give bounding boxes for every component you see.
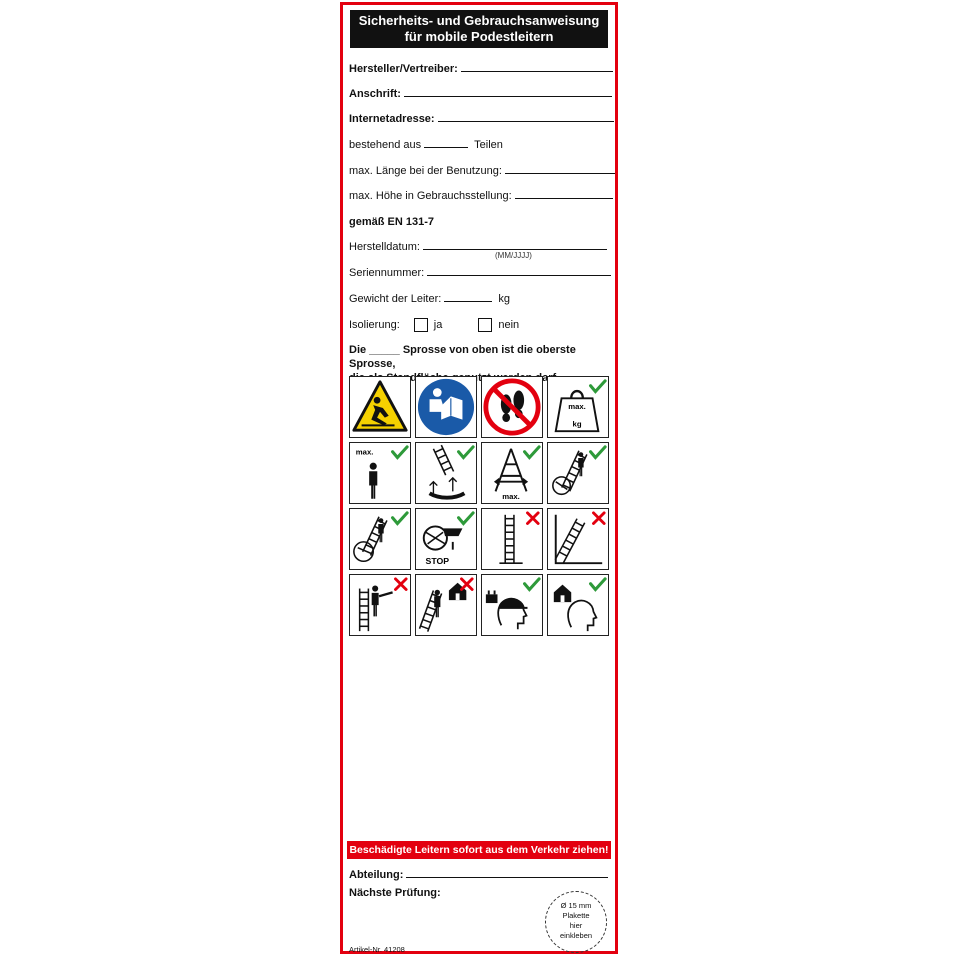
max-load-weight-icon	[547, 376, 609, 438]
laenge-line[interactable]	[505, 173, 615, 174]
seriennummer-line[interactable]	[427, 275, 611, 276]
safety-label	[340, 2, 618, 954]
wheel-lock-stop-icon	[415, 508, 477, 570]
teilen-label: Teilen	[474, 139, 503, 151]
svg-text:STOP: STOP	[425, 556, 450, 567]
herstelldatum-label: Herstelldatum:	[349, 241, 420, 253]
pruefung-label: Nächste Prüfung:	[349, 887, 441, 899]
svg-text:max.: max.	[568, 401, 586, 411]
hersteller-line[interactable]	[461, 71, 613, 72]
nein-checkbox[interactable]	[478, 318, 492, 332]
anschrift-line[interactable]	[404, 96, 612, 97]
title-line-2: für mobile Podestleitern	[404, 29, 554, 44]
svg-text:max.: max.	[502, 492, 520, 502]
no-stepping-icon	[481, 376, 543, 438]
svg-text:kg: kg	[572, 419, 582, 429]
indoor-use-icon	[547, 574, 609, 636]
bestehend-line[interactable]	[424, 147, 468, 148]
gewicht-row	[349, 293, 510, 305]
isolierung-label: Isolierung:	[349, 319, 400, 331]
hoehe-row	[349, 190, 613, 202]
seriennummer-label: Seriennummer:	[349, 267, 425, 279]
label-title	[350, 10, 608, 48]
max-person-icon	[349, 442, 411, 504]
ladder-transport-icon	[415, 442, 477, 504]
abteilung-line[interactable]	[406, 877, 608, 878]
hersteller-row	[349, 63, 613, 75]
herstelldatum-line[interactable]	[423, 249, 607, 250]
laenge-label: max. Länge bei der Benutzung:	[349, 165, 502, 177]
hoehe-label: max. Höhe in Gebrauchsstellung:	[349, 190, 512, 202]
kg-label: kg	[498, 293, 510, 305]
norm-label: gemäß EN 131-7	[349, 216, 434, 228]
internet-label: Internetadresse:	[349, 113, 435, 125]
rule-line-1: Die _____ Sprosse von oben ist die oberste Sprosse,	[349, 344, 576, 370]
article-number: Artikel-Nr. 41208	[349, 945, 405, 954]
herstelldatum-row	[349, 241, 607, 253]
title-line-1: Sicherheits- und Gebrauchsanweisung	[358, 13, 600, 28]
internet-line[interactable]	[438, 121, 614, 122]
plakette-line-4: einkleben	[559, 931, 593, 940]
abteilung-label: Abteilung:	[349, 869, 404, 881]
seriennummer-row	[349, 267, 611, 279]
ladder-check-icon	[349, 508, 411, 570]
isolierung-row	[349, 318, 519, 332]
outdoor-use-icon	[415, 574, 477, 636]
gewicht-label: Gewicht der Leiter:	[349, 293, 442, 305]
max-spread-icon	[481, 442, 543, 504]
gewicht-line[interactable]	[444, 301, 492, 302]
bestehend-label: bestehend aus	[349, 139, 422, 151]
plakette-line-1: Ø 15 mm	[560, 901, 592, 910]
internet-row	[349, 113, 614, 125]
ja-checkbox[interactable]	[414, 318, 428, 332]
read-manual-icon	[415, 376, 477, 438]
bestehend-row	[349, 139, 503, 151]
abteilung-row	[349, 869, 608, 881]
plakette-line-3: hier	[569, 921, 583, 930]
hersteller-label: Hersteller/Vertreiber:	[349, 63, 458, 75]
ladder-inspection-icon	[547, 442, 609, 504]
fall-warning-icon	[349, 376, 411, 438]
ja-label: ja	[433, 319, 443, 331]
laenge-row	[349, 165, 615, 177]
helmet-electrical-icon	[481, 574, 543, 636]
plakette-line-2: Plakette	[562, 911, 590, 920]
damaged-ladder-warning: Beschädigte Leitern sofort aus dem Verkehr ziehen!	[347, 841, 611, 859]
overreach-icon	[349, 574, 411, 636]
pruefung-row	[349, 887, 441, 899]
steep-climb-icon	[481, 508, 543, 570]
anschrift-row	[349, 88, 612, 100]
datum-format-hint: (MM/JJJJ)	[495, 251, 532, 260]
nein-label: nein	[498, 319, 520, 331]
norm-row	[349, 216, 434, 228]
anschrift-label: Anschrift:	[349, 88, 401, 100]
hoehe-line[interactable]	[515, 198, 613, 199]
svg-text:max.: max.	[355, 447, 374, 457]
leaning-ladder-icon	[547, 508, 609, 570]
inspection-sticker-circle	[545, 891, 607, 953]
